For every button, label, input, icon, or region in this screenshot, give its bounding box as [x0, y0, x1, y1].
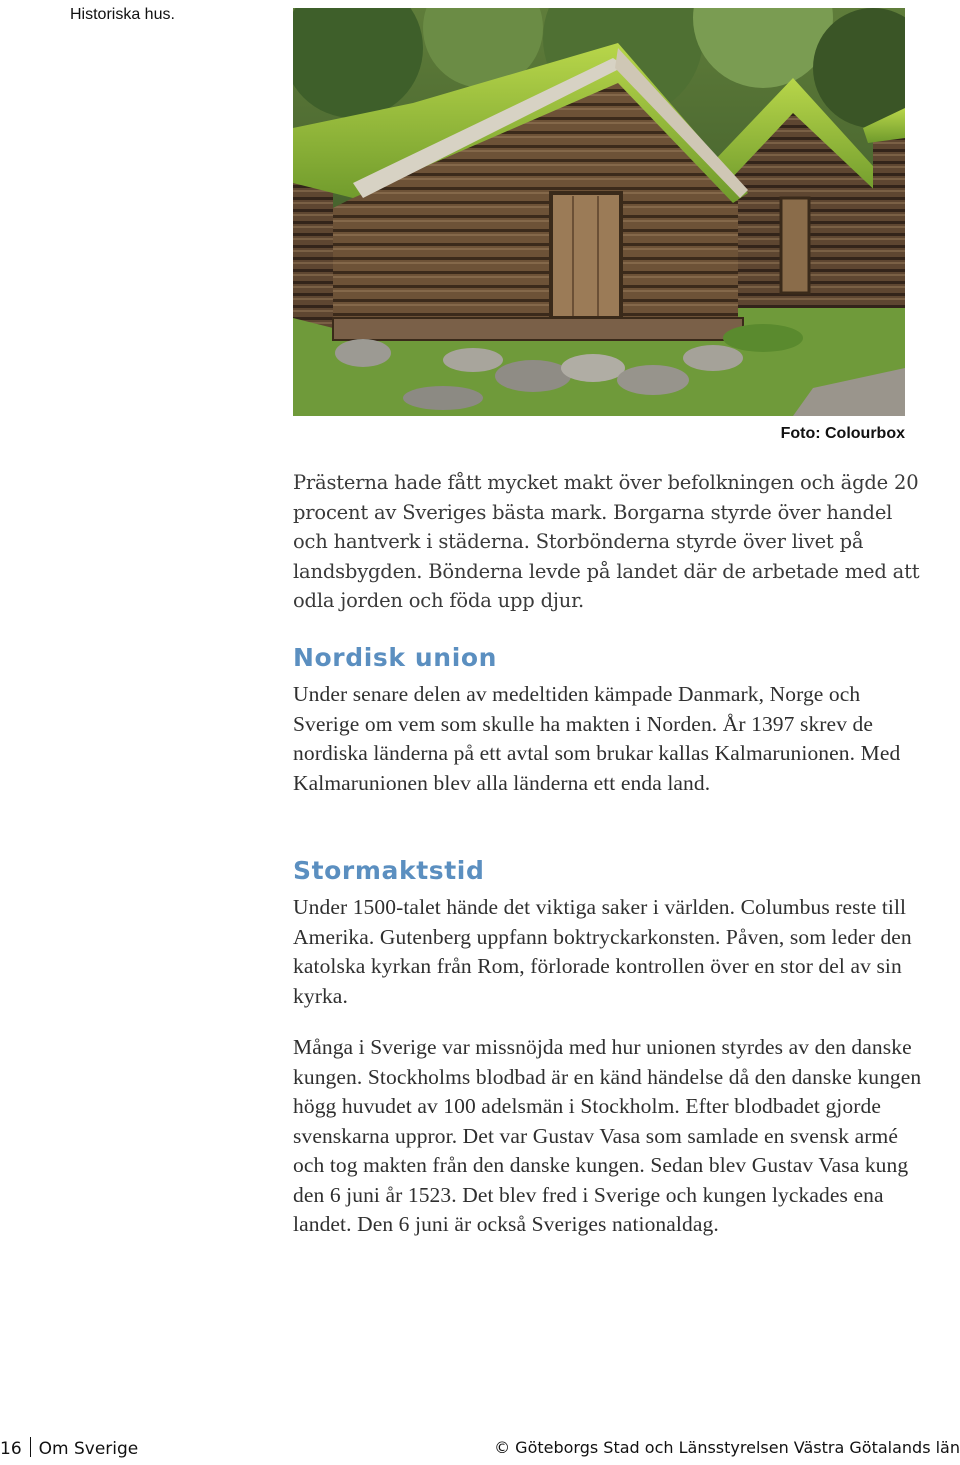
footer-page-info	[0, 1437, 138, 1459]
photo-caption: Historiska hus.	[70, 6, 175, 23]
footer-copyright: © Göteborgs Stad och Länsstyrelsen Västra Götalands län	[494, 1438, 960, 1457]
photo-credit: Foto: Colourbox	[780, 425, 905, 442]
historic-houses-photo	[293, 8, 905, 416]
footer-section-title: Om Sverige	[38, 1439, 139, 1459]
footer-divider	[30, 1437, 31, 1457]
paragraph-nordisk-union: Under senare delen av medeltiden kämpade Danmark, Norge och Sverige om vem som skulle ha makten i Norden. År 1397 skrev de nordiska länderna på ett avtal som brukar kallas Kalmarunionen. Med Kalmarunionen blev alla länderna ett enda land.	[293, 682, 901, 795]
section-heading-stormaktstid: Stormaktstid	[293, 856, 485, 885]
paragraph-stormaktstid-1: Under 1500-talet hände det viktiga saker i världen. Columbus reste till Amerika. Gutenberg uppfann boktryckarkonsten. Påven, som leder den katolska kyrkan från Rom, förlorade kontrollen över en stor del av sin kyrka.	[293, 895, 912, 1008]
intro-paragraph: Prästerna hade fått mycket makt över befolkningen och ägde 20 procent av Sveriges bästa mark. Borgarna styrde över handel och hantverk i städerna. Storbönderna styrde över livet på landsbygden. Bönderna levde på landet där de arbetade med att odla jorden och föda upp djur.	[293, 471, 920, 612]
paragraph-stormaktstid-2: Många i Sverige var missnöjda med hur unionen styrdes av den danske kungen. Stockholms blodbad är en känd händelse då den danske kungen högg huvudet av 100 adelsmän i Stockholm. Efter blodbadet gjorde svenskarna uppror. Det var Gustav Vasa som samlade en svensk armé och tog makten från den danske kungen. Sedan blev Gustav Vasa kung den 6 juni år 1523. Det blev fred i Sverige och kungen lyckades ena landet. Den 6 juni är också Sveriges nationaldag.	[293, 1035, 922, 1236]
section-heading-nordisk-union: Nordisk union	[293, 643, 498, 672]
page-number: 16	[0, 1439, 22, 1459]
